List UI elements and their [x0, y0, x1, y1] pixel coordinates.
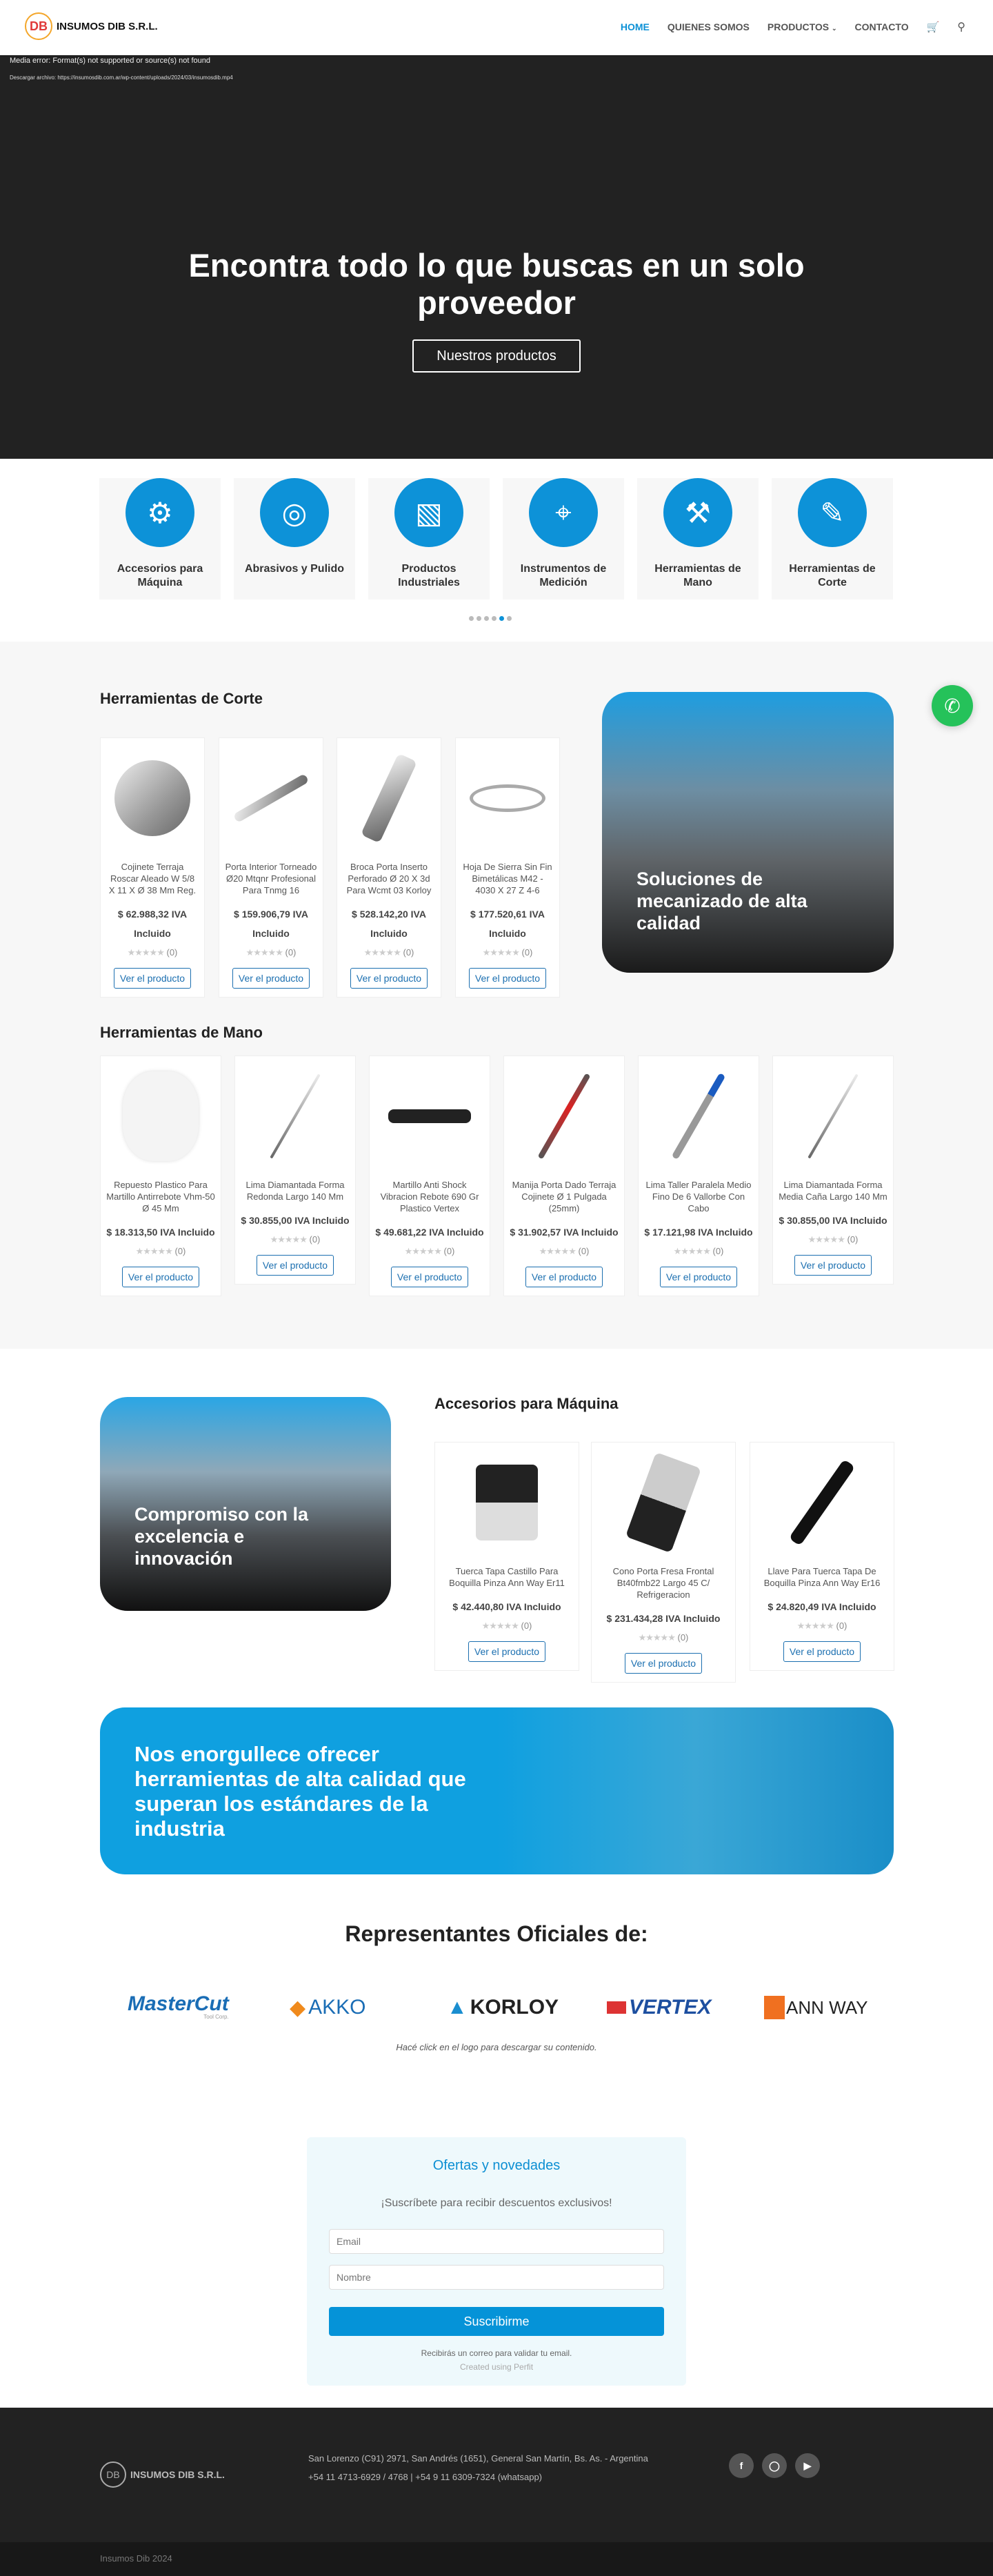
view-product-button[interactable]: Ver el producto	[232, 968, 310, 989]
review-count: (0)	[847, 1234, 859, 1245]
nav-quienes-somos[interactable]: QUIENES SOMOS	[667, 21, 750, 32]
grinding-disc-icon: ◎	[260, 478, 329, 547]
star-rating-icon: ★★★★★	[539, 1246, 576, 1256]
product-name[interactable]: Tuerca Tapa Castillo Para Boquilla Pinza Ann Way Er11	[449, 1566, 565, 1588]
name-input[interactable]	[329, 2265, 664, 2290]
product-price: $ 49.681,22 IVA Incluido	[375, 1227, 484, 1238]
product-card	[100, 1056, 221, 1296]
banner-text: Nos enorgullece ofrecer herramientas de alta calidad que superan los estándares de la industria	[134, 1742, 466, 1841]
product-name[interactable]: Llave Para Tuerca Tapa De Boquilla Pinza Ann Way Er16	[763, 1566, 881, 1588]
review-count: (0)	[443, 1246, 455, 1256]
cart-icon[interactable]: 🛒	[926, 21, 940, 33]
copyright: Insumos Dib 2024	[100, 2553, 172, 2564]
representantes-heading: Representantes Oficiales de:	[345, 1921, 648, 1946]
facebook-icon[interactable]: f	[729, 2453, 754, 2478]
product-card	[638, 1056, 759, 1296]
media-error: Media error: Format(s) not supported or source(s) not found	[10, 57, 211, 65]
instagram-icon[interactable]: ◯	[762, 2453, 787, 2478]
brand-akko-name: AKKO	[308, 1996, 366, 2019]
product-rating	[241, 1234, 350, 1245]
star-rating-icon: ★★★★★	[796, 1621, 834, 1631]
product-rating	[510, 1246, 619, 1257]
hero-title: Encontra todo lo que buscas en un solo proveedor	[188, 247, 805, 321]
nav-contacto[interactable]: CONTACTO	[854, 21, 909, 32]
social-links	[729, 2453, 820, 2478]
newsletter-form	[307, 2137, 686, 2386]
promo-machining-text: Soluciones de mecanizado de alta calidad	[636, 869, 808, 933]
product-price: $ 231.434,28 IVA Incluido	[606, 1613, 721, 1624]
product-card	[100, 737, 205, 998]
product-price: $ 31.902,57 IVA Incluido	[510, 1227, 619, 1238]
logo-text: INSUMOS DIB S.R.L.	[57, 20, 158, 32]
product-price: $ 159.906,79 IVA Incluido	[234, 909, 308, 939]
product-card	[337, 737, 441, 998]
view-product-button[interactable]: Ver el producto	[122, 1267, 199, 1287]
category-label: Abrasivos y Pulido	[244, 563, 345, 575]
akko-mark-icon: ◆	[290, 1996, 306, 2019]
footer-bottom-bar	[0, 2542, 993, 2576]
star-rating-icon: ★★★★★	[245, 947, 283, 958]
product-name[interactable]: Repuesto Plastico Para Martillo Antirrebote Vhm-50 Ø 45 Mm	[106, 1180, 215, 1213]
view-product-button[interactable]: Ver el producto	[783, 1641, 861, 1662]
view-product-button[interactable]: Ver el producto	[525, 1267, 603, 1287]
product-image[interactable]	[241, 1064, 350, 1168]
footer-address: San Lorenzo (C91) 2971, San Andrés (1651), General San Martín, Bs. As. - Argentina	[308, 2453, 648, 2464]
product-rating	[225, 947, 317, 958]
drill-bit-icon: ✎	[798, 478, 867, 547]
whatsapp-button[interactable]	[932, 685, 973, 726]
product-rating	[779, 1234, 887, 1245]
carousel-dot[interactable]	[484, 616, 489, 621]
product-card	[591, 1442, 736, 1683]
star-rating-icon: ★★★★★	[270, 1234, 307, 1245]
product-image[interactable]	[375, 1064, 484, 1168]
email-input[interactable]	[329, 2229, 664, 2254]
product-card	[434, 1442, 579, 1671]
star-rating-icon: ★★★★★	[482, 947, 519, 958]
product-rating	[597, 1632, 730, 1643]
brand-mastercut-name: MasterCut	[128, 1992, 229, 2015]
product-image[interactable]	[441, 1451, 573, 1554]
product-card	[219, 737, 323, 998]
hammer-icon: ⚒	[663, 478, 732, 547]
product-price: $ 62.988,32 IVA Incluido	[117, 909, 188, 939]
search-icon[interactable]: ⚲	[957, 21, 965, 33]
product-card	[503, 1056, 625, 1296]
footer-logo-mark-icon: DB	[100, 2461, 126, 2488]
view-product-button[interactable]: Ver el producto	[391, 1267, 468, 1287]
star-rating-icon: ★★★★★	[673, 1246, 710, 1256]
footer-phones: +54 11 4713-6929 / 4768 | +54 9 11 6309-7324 (whatsapp)	[308, 2472, 542, 2482]
star-rating-icon: ★★★★★	[638, 1632, 675, 1643]
product-name[interactable]: Porta Interior Torneado Ø20 Mtqnr Profesional Para Tnmg 16	[225, 862, 317, 895]
promo-innovation[interactable]	[100, 1397, 391, 1611]
review-count: (0)	[403, 947, 414, 958]
view-product-button[interactable]: Ver el producto	[469, 968, 546, 989]
site-header	[0, 0, 993, 55]
review-count: (0)	[836, 1621, 847, 1631]
product-card	[455, 737, 560, 998]
review-count: (0)	[309, 1234, 321, 1245]
nav-productos-label: PRODUCTOS	[767, 21, 830, 32]
product-name[interactable]: Lima Taller Paralela Medio Fino De 6 Vallorbe Con Cabo	[645, 1180, 752, 1213]
product-price: $ 42.440,80 IVA Incluido	[452, 1601, 561, 1612]
brand-korloy[interactable]	[447, 1994, 559, 2021]
promo-innovation-text: Compromiso con la excelencia e innovación	[134, 1504, 309, 1569]
category-label: Herramientas de Mano	[654, 563, 741, 588]
product-rating	[644, 1246, 753, 1257]
product-name[interactable]: Martillo Anti Shock Vibracion Rebote 690 Gr Plastico Vertex	[380, 1180, 479, 1213]
review-count: (0)	[285, 947, 297, 958]
star-rating-icon: ★★★★★	[404, 1246, 441, 1256]
product-card	[234, 1056, 356, 1285]
newsletter-title: Ofertas y novedades	[432, 2158, 561, 2173]
product-rating	[461, 947, 554, 958]
product-image[interactable]	[343, 746, 435, 850]
corte-heading: Herramientas de Corte	[100, 690, 263, 707]
brand-vertex-name: VERTEX	[629, 1996, 712, 2019]
product-rating	[106, 1246, 215, 1257]
newsletter-subtitle: ¡Suscríbete para recibir descuentos exclusivos!	[381, 2197, 612, 2209]
star-rating-icon: ★★★★★	[127, 947, 164, 958]
product-card	[750, 1442, 894, 1671]
brand-annway[interactable]	[764, 1994, 867, 2021]
product-rating	[106, 947, 199, 958]
product-price: $ 30.855,00 IVA Incluido	[241, 1215, 350, 1226]
annway-mark-icon	[764, 1996, 785, 2019]
view-product-button[interactable]: Ver el producto	[625, 1653, 702, 1674]
product-name[interactable]: Hoja De Sierra Sin Fin Bimetálicas M42 - 4030 X 27 Z 4-6	[463, 862, 552, 895]
download-link[interactable]: Descargar archivo: https://insumosdib.com.ar/wp-content/uploads/2024/03/insumosdib.mp4	[10, 75, 233, 81]
review-count: (0)	[712, 1246, 724, 1256]
product-image[interactable]	[510, 1064, 619, 1168]
product-name[interactable]: Lima Diamantada Forma Redonda Largo 140 Mm	[245, 1180, 345, 1202]
review-count: (0)	[677, 1632, 689, 1643]
view-product-button[interactable]: Ver el producto	[350, 968, 428, 989]
site-footer	[0, 2408, 993, 2542]
product-name[interactable]: Broca Porta Inserto Perforado Ø 20 X 3d Para Wcmt 03 Korloy	[346, 862, 432, 895]
brand-mastercut[interactable]	[128, 1994, 229, 2021]
category-card[interactable]	[503, 478, 624, 600]
review-count: (0)	[578, 1246, 590, 1256]
products-button[interactable]: Nuestros productos	[412, 339, 581, 373]
carousel-dot[interactable]	[492, 616, 496, 621]
quality-banner	[100, 1707, 894, 1874]
mano-heading: Herramientas de Mano	[100, 1024, 263, 1041]
category-card[interactable]	[368, 478, 490, 600]
category-label: Productos Industriales	[398, 563, 460, 588]
category-label: Herramientas de Corte	[789, 563, 876, 588]
bottles-icon: ▧	[394, 478, 463, 547]
product-card	[369, 1056, 490, 1296]
brand-annway-name: ANN WAY	[786, 1997, 868, 2018]
chevron-down-icon: ⌄	[832, 25, 837, 32]
review-count: (0)	[174, 1246, 186, 1256]
product-name[interactable]: Lima Diamantada Forma Media Caña Largo 140 Mm	[779, 1180, 887, 1202]
product-image[interactable]	[461, 746, 554, 850]
footer-logo-text: INSUMOS DIB S.R.L.	[130, 2469, 225, 2480]
product-name[interactable]: Cojinete Terraja Roscar Aleado W 5/8 X 11 X Ø 38 Mm Reg.	[108, 862, 197, 895]
carousel-dots	[469, 616, 512, 621]
category-card[interactable]	[637, 478, 759, 600]
brand-vertex[interactable]	[607, 1994, 712, 2021]
newsletter-note: Recibirás un correo para validar tu email.	[421, 2348, 572, 2358]
review-count: (0)	[521, 1621, 532, 1631]
main-nav	[621, 20, 965, 34]
carousel-dot[interactable]	[477, 616, 481, 621]
category-card[interactable]	[99, 478, 221, 600]
korloy-mark-icon: ▲	[447, 1996, 468, 2019]
product-price: $ 528.142,20 IVA Incluido	[352, 909, 426, 939]
promo-machining[interactable]	[602, 692, 894, 973]
product-image[interactable]	[106, 746, 199, 850]
product-rating	[756, 1621, 888, 1632]
carousel-dot[interactable]	[469, 616, 474, 621]
view-product-button[interactable]: Ver el producto	[468, 1641, 545, 1662]
star-rating-icon: ★★★★★	[808, 1234, 845, 1245]
view-product-button[interactable]: Ver el producto	[114, 968, 191, 989]
product-image[interactable]	[597, 1451, 730, 1554]
brand-mastercut-sub: Tool Corp.	[203, 2014, 229, 2020]
product-price: $ 30.855,00 IVA Incluido	[779, 1215, 887, 1226]
accesorios-heading: Accesorios para Máquina	[434, 1395, 619, 1412]
view-product-button[interactable]: Ver el producto	[257, 1255, 334, 1276]
caliper-icon: ⌖	[529, 478, 598, 547]
footer-contact	[308, 2449, 653, 2486]
product-image[interactable]	[644, 1064, 753, 1168]
view-product-button[interactable]: Ver el producto	[660, 1267, 737, 1287]
perfit-credit[interactable]: Created using Perfit	[459, 2362, 534, 2372]
category-label: Accesorios para Máquina	[117, 563, 203, 588]
product-name[interactable]: Cono Porta Fresa Frontal Bt40fmb22 Largo 45 C/ Refrigeracion	[612, 1566, 714, 1600]
nav-home[interactable]: HOME	[620, 21, 650, 32]
logo[interactable]	[25, 12, 158, 40]
logo-mark-icon: DB	[25, 12, 52, 40]
youtube-icon[interactable]: ▶	[795, 2453, 820, 2478]
footer-logo[interactable]	[100, 2461, 225, 2488]
star-rating-icon: ★★★★★	[481, 1621, 519, 1631]
star-rating-icon: ★★★★★	[363, 947, 401, 958]
whatsapp-icon: ✆	[944, 695, 961, 717]
product-rating	[441, 1621, 573, 1632]
product-price: $ 17.121,98 IVA Incluido	[644, 1227, 753, 1238]
review-count: (0)	[521, 947, 533, 958]
category-card[interactable]	[234, 478, 355, 600]
category-card[interactable]	[772, 478, 893, 600]
category-label: Instrumentos de Medición	[520, 563, 607, 588]
tool-holder-icon: ⚙	[126, 478, 194, 547]
product-image[interactable]	[106, 1064, 215, 1168]
hero-content	[0, 55, 993, 459]
subscribe-button[interactable]: Suscribirme	[329, 2307, 664, 2336]
view-product-button[interactable]: Ver el producto	[794, 1255, 872, 1276]
star-rating-icon: ★★★★★	[135, 1246, 172, 1256]
carousel-dot[interactable]	[507, 616, 512, 621]
product-image[interactable]	[756, 1451, 888, 1554]
carousel-dot[interactable]	[499, 616, 504, 621]
product-image[interactable]	[779, 1064, 887, 1168]
brand-korloy-name: KORLOY	[470, 1996, 559, 2019]
product-rating	[375, 1246, 484, 1257]
vertex-mark-icon	[607, 2001, 626, 2014]
product-card	[772, 1056, 894, 1285]
product-price: $ 24.820,49 IVA Incluido	[768, 1601, 876, 1612]
review-count: (0)	[166, 947, 178, 958]
product-image[interactable]	[225, 746, 317, 850]
brands-caption: Hacé click en el logo para descargar su contenido.	[396, 2042, 597, 2052]
product-price: $ 177.520,61 IVA Incluido	[470, 909, 545, 939]
nav-productos[interactable]	[768, 21, 837, 32]
product-rating	[343, 947, 435, 958]
product-price: $ 18.313,50 IVA Incluido	[106, 1227, 215, 1238]
product-name[interactable]: Manija Porta Dado Terraja Cojinete Ø 1 Pulgada (25mm)	[512, 1180, 616, 1213]
brand-akko[interactable]	[290, 1994, 365, 2021]
